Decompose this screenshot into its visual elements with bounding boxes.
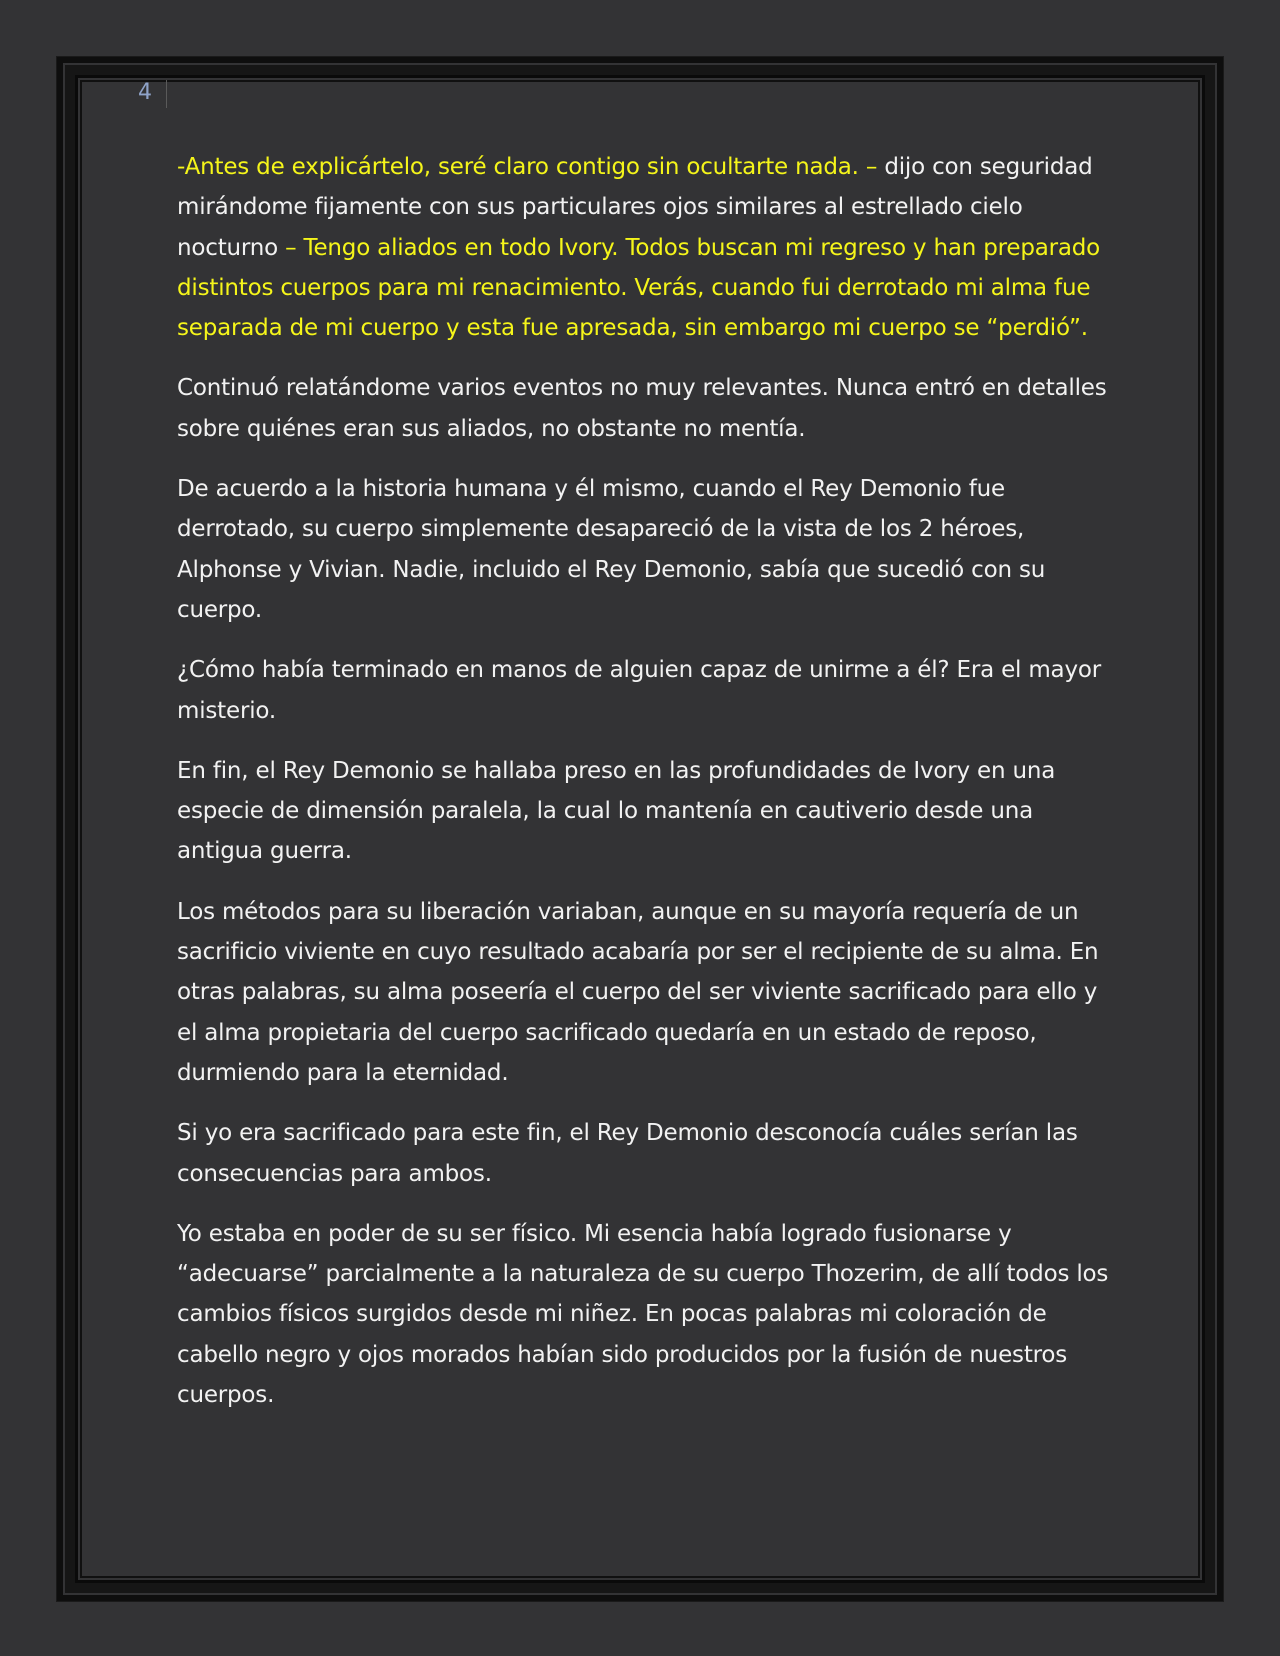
paragraph-4 bbox=[177, 650, 1112, 731]
paragraph-2 bbox=[177, 368, 1112, 449]
page-number-divider bbox=[166, 80, 167, 108]
narration-text: Yo estaba en poder de su ser físico. Mi esencia había logrado fusionarse y “adecuarse” parcialmente a la naturaleza de su cuerpo Thozerim, de allí todos los cambios físicos surgidos desde mi niñez. En pocas palabras mi coloración de cabello negro y ojos morados habían sido producidos por la fusión de nuestros cuerpos. bbox=[177, 1220, 1109, 1409]
narration-text: Continuó relatándome varios eventos no muy relevantes. Nunca entró en detalles sobre quiénes eran sus aliados, no obstante no mentía. bbox=[177, 375, 1107, 442]
narration-text: En fin, el Rey Demonio se hallaba preso en las profundidades de Ivory en una especie de dimensión paralela, la cual lo mantenía en cautiverio desde una antigua guerra. bbox=[177, 757, 1056, 865]
paragraph-6 bbox=[177, 892, 1112, 1093]
paragraph-3 bbox=[177, 469, 1112, 630]
page-number: 4 bbox=[138, 80, 152, 105]
paragraph-8 bbox=[177, 1214, 1112, 1415]
paragraph-5 bbox=[177, 751, 1112, 872]
narration-text: Los métodos para su liberación variaban, aunque en su mayoría requería de un sacrificio viviente en cuyo resultado acabaría por ser el recipiente de su alma. En otras palabras, su alma poseería el cuerpo del ser viviente sacrificado para ello y el alma propietaria del cuerpo sacrificado quedaría en un estado de reposo, durmiendo para la eternidad. bbox=[177, 898, 1099, 1086]
dialogue-text: – Tengo aliados en todo Ivory. Todos buscan mi regreso y han preparado distintos cuerpos para mi renacimiento. Verás, cuando fui derrotado mi alma fue separada de mi cuerpo y esta fue apresada, sin embargo mi cuerpo se “perdió”. bbox=[177, 234, 1101, 342]
narration-text: De acuerdo a la historia humana y él mismo, cuando el Rey Demonio fue derrotado, su cuerpo simplemente desapareció de la vista de los 2 héroes, Alphonse y Vivian. Nadie, incluido el Rey Demonio, sabía que sucedió con su cuerpo. bbox=[177, 476, 1046, 623]
narration-text: Si yo era sacrificado para este fin, el Rey Demonio desconocía cuáles serían las consecuencias para ambos. bbox=[177, 1120, 1078, 1187]
narration-text: dijo con seguridad mirándome fijamente con sus particulares ojos similares al estrellado cielo nocturno bbox=[177, 154, 1093, 261]
paragraph-1 bbox=[177, 147, 1112, 348]
paragraph-7 bbox=[177, 1113, 1112, 1194]
dialogue-text: -Antes de explicártelo, seré claro contigo sin ocultarte nada. – bbox=[177, 154, 885, 180]
document-body bbox=[177, 147, 1112, 1435]
narration-text: ¿Cómo había terminado en manos de alguien capaz de unirme a él? Era el mayor misterio. bbox=[177, 657, 1101, 724]
